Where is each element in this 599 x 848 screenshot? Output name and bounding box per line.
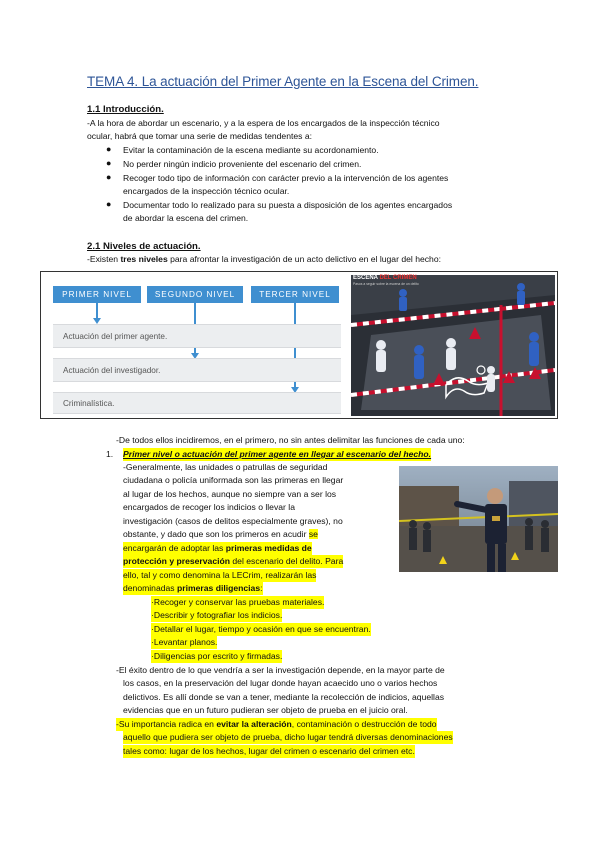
crime-scene-illustration	[351, 275, 555, 416]
level-label-tercer: TERCER NIVEL	[251, 286, 339, 303]
diligencia-item-3: ·Detallar el lugar, tiempo y ocasión en que se encuentran.	[151, 623, 371, 636]
para-line-3: al lugar de los hechos, aunque no siempre van a ser los	[123, 489, 337, 499]
intro-line-1: -A la hora de abordar un escenario, y a la espera de los encargados de la inspección técnico	[87, 118, 440, 128]
level-row-investigador: Actuación del investigador.	[53, 358, 341, 382]
para-line-5: investigación (casos de delitos especialmente graves), no	[123, 516, 343, 526]
bullet-icon: ●	[106, 158, 112, 168]
diligencia-item-2: ·Describir y fotografiar los indicios.	[151, 609, 282, 622]
importancia-line-1: -Su importancia radica en evitar la alteración, contaminación o destrucción de todo	[116, 718, 437, 731]
importancia-line-2: aquello que pudiera ser objeto de prueba, dicho lugar tendrá diversas denominaciones	[123, 731, 453, 744]
bullet-icon: ●	[106, 199, 112, 209]
bullet-icon: ●	[106, 172, 112, 182]
para-line-7: encargarán de adoptar las primeras medidas de	[123, 542, 312, 555]
crime-scene-panel-subtitle: Pasos a seguir sobre la escena de un delito	[353, 282, 419, 286]
level-label-primer: PRIMER NIVEL	[53, 286, 141, 303]
diligencia-item-1: ·Recoger y conservar las pruebas materiales.	[151, 596, 324, 609]
level-row-primer-agente: Actuación del primer agente.	[53, 324, 341, 348]
diligencia-item-4: ·Levantar planos.	[151, 636, 217, 649]
para-line-1: -Generalmente, las unidades o patrullas de seguridad	[123, 462, 328, 472]
bullet-item-3-line-2: encargados de la inspección técnico ocular.	[123, 186, 290, 196]
intro-line-2: ocular, habrá que tomar una serie de medidas tendentes a:	[87, 131, 313, 141]
diligencia-item-5: ·Diligencias por escrito y firmadas.	[151, 650, 282, 663]
para-line-9: ello, tal y como denomina la LECrim, realizarán las	[123, 569, 316, 582]
para-line-8: protección y preservación del escenario del delito. Para	[123, 555, 343, 568]
para-line-10: denominadas primeras diligencias:	[123, 582, 263, 595]
para-line-6: obstante, y dado que son los primeros en acudir se	[123, 529, 318, 539]
niveles-intro: -Existen tres niveles para afrontar la investigación de un acto delictivo en el lugar del hecho:	[87, 254, 441, 264]
bullet-item-2: No perder ningún indicio proveniente del escenario del crimen.	[123, 159, 362, 169]
police-scene-photo	[399, 466, 558, 572]
exito-line-1: -El éxito dentro de lo que vendría a ser la investigación depende, en la mayor parte de	[116, 665, 445, 675]
bullet-icon: ●	[106, 144, 112, 154]
page-title: TEMA 4. La actuación del Primer Agente en la Escena del Crimen.	[87, 74, 479, 89]
para-line-2: ciudadana o policía uniformada son las primeras en llegar	[123, 475, 344, 485]
bullet-item-4-line-2: de abordar la escena del crimen.	[123, 213, 249, 223]
niveles-figure	[40, 271, 558, 419]
niveles-followup: -De todos ellos incidiremos, en el primero, no sin antes delimitar las funciones de cada uno:	[116, 435, 465, 445]
bullet-item-4-line-1: Documentar todo lo realizado para su puesta a disposición de los agentes encargados	[123, 200, 453, 210]
section-heading-introduccion: 1.1 Introducción.	[87, 104, 164, 115]
bullet-item-1: Evitar la contaminación de la escena mediante su acordonamiento.	[123, 145, 379, 155]
para-line-4: encargados de recoger los indicios o llevar la	[123, 502, 295, 512]
primer-nivel-heading: Primer nivel o actuación del primer agente en llegar al escenario del hecho.	[123, 448, 431, 461]
arrow-line	[96, 303, 98, 319]
level-row-criminalistica: Criminalística.	[53, 392, 341, 414]
importancia-line-3: tales como: lugar de los hechos, lugar del crimen o escenario del crimen etc.	[123, 745, 415, 758]
crime-scene-panel-title: ESCENA DEL CRIMEN	[353, 275, 417, 281]
exito-line-4: evidencias que en un futuro pudieran ser objeto de prueba en el juicio oral.	[123, 705, 408, 715]
level-label-segundo: SEGUNDO NIVEL	[147, 286, 243, 303]
exito-line-3: delictivos. Es allí donde se van a tener, mediante la recolección de indicios, aquellas	[123, 692, 445, 702]
section-heading-niveles: 2.1 Niveles de actuación.	[87, 241, 201, 252]
bullet-item-3-line-1: Recoger todo tipo de información con carácter previo a la intervención de los agentes	[123, 173, 449, 183]
exito-line-2: los casos, en la preservación del lugar donde hayan acaecido uno o varios hechos	[123, 678, 438, 688]
list-number: 1.	[106, 449, 114, 459]
